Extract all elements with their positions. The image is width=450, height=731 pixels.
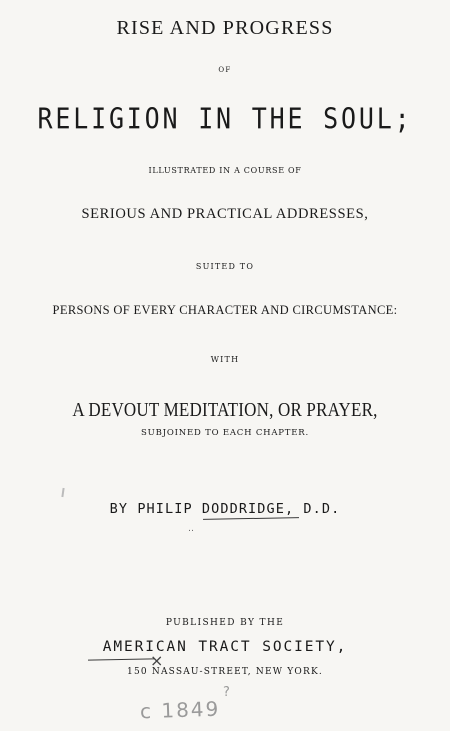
title-line-rise-and-progress: RISE AND PROGRESS (116, 17, 334, 39)
subtitle-suited-to: SUITED TO (195, 262, 255, 271)
subtitle-persons: PERSONS OF EVERY CHARACTER AND CIRCUMSTANCE: (52, 303, 398, 317)
pencil-call-number-query: ? (223, 685, 230, 700)
pencil-tick-mark (61, 488, 64, 497)
title-line-of: OF (218, 66, 232, 74)
subtitle-devout-meditation: A DEVOUT MEDITATION, OR PRAYER, (72, 398, 378, 421)
subtitle-with: WITH (210, 355, 240, 364)
pencil-dot-mark: ‥ (188, 524, 195, 534)
subtitle-subjoined: SUBJOINED TO EACH CHAPTER. (141, 428, 309, 438)
pencil-underline-publisher (88, 658, 154, 660)
pencil-call-number: c 1849 (139, 696, 221, 724)
publisher-intro: PUBLISHED BY THE (165, 618, 285, 628)
author-line: BY PHILIP DODDRIDGE, D.D. (109, 501, 341, 517)
pencil-x-mark: × (150, 651, 164, 670)
publisher-name: AMERICAN TRACT SOCIETY, (102, 639, 348, 655)
publisher-address: 150 NASSAU-STREET, NEW YORK. (127, 667, 323, 677)
subtitle-illustrated: ILLUSTRATED IN A COURSE OF (148, 166, 302, 175)
subtitle-serious-addresses: SERIOUS AND PRACTICAL ADDRESSES, (81, 206, 369, 222)
pencil-underline-author (203, 517, 299, 520)
title-line-religion-in-the-soul: RELIGION IN THE SOUL; (37, 101, 413, 136)
